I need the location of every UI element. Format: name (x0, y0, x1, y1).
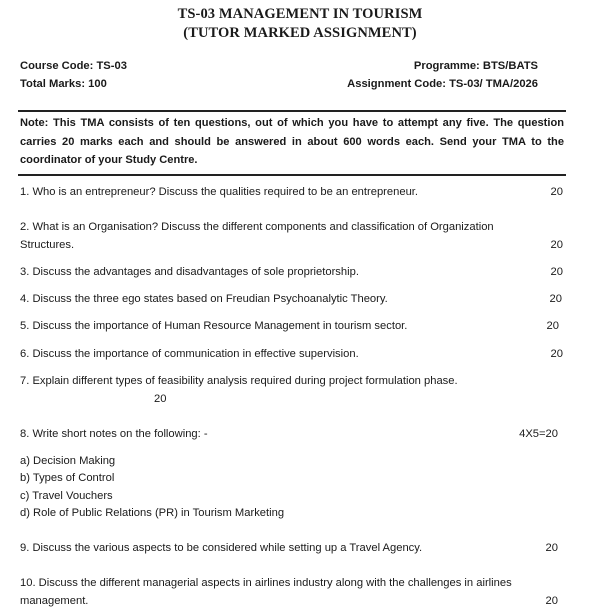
question-text: 1. Who is an entrepreneur? Discuss the qualities required to be an entrepreneur. (20, 186, 419, 198)
question-text: 4. Discuss the three ego states based on Freudian Psychoanalytic Theory. (20, 293, 388, 305)
sub-item: c) Travel Vouchers (20, 490, 113, 502)
question-text: 10. Discuss the different managerial aspects in airlines industry along with the challenges in airlines (20, 577, 512, 589)
document-subtitle: (TUTOR MARKED ASSIGNMENT) (183, 25, 417, 41)
question-text-continued: management. (20, 595, 89, 607)
course-code: Course Code: TS-03 (20, 60, 127, 72)
question-marks: 20 (550, 266, 563, 278)
question-text: 6. Discuss the importance of communication in effective supervision. (20, 348, 359, 360)
note-text: Note: This TMA consists of ten questions, out of which you have to attempt any five. The question carries 20 marks each and should be answered in about 600 words each. Send your TMA to the coordinator of your Study Centre. (20, 117, 564, 166)
sub-item: a) Decision Making (20, 455, 116, 467)
question-text: 3. Discuss the advantages and disadvantages of sole proprietorship. (20, 266, 359, 278)
question-marks: 20 (550, 239, 563, 251)
question-marks: 20 (550, 348, 563, 360)
note-top-rule (18, 110, 566, 112)
question-text: 7. Explain different types of feasibility analysis required during project formulation phase. (20, 375, 458, 387)
question-text: 8. Write short notes on the following: - (20, 428, 208, 440)
question-text: 5. Discuss the importance of Human Resource Management in tourism sector. (20, 320, 408, 332)
programme: Programme: BTS/BATS (413, 60, 538, 72)
note-bottom-rule (18, 174, 566, 176)
question-marks: 20 (546, 320, 559, 332)
question-marks: 20 (545, 542, 558, 554)
sub-item: d) Role of Public Relations (PR) in Tourism Marketing (20, 507, 285, 519)
total-marks: Total Marks: 100 (20, 78, 107, 90)
question-marks: 20 (545, 595, 558, 607)
question-marks: 20 (549, 293, 562, 305)
question-text-continued: Structures. (20, 239, 75, 251)
document-title: TS-03 MANAGEMENT IN TOURISM (177, 6, 423, 22)
question-text: 2. What is an Organisation? Discuss the different components and classification of Organization (20, 221, 494, 233)
question-text: 9. Discuss the various aspects to be considered while setting up a Travel Agency. (20, 542, 423, 554)
question-marks: 20 (154, 393, 167, 405)
question-marks: 4X5=20 (519, 428, 558, 440)
assignment-code: Assignment Code: TS-03/ TMA/2026 (347, 78, 538, 90)
sub-item: b) Types of Control (20, 472, 115, 484)
question-marks: 20 (550, 186, 563, 198)
